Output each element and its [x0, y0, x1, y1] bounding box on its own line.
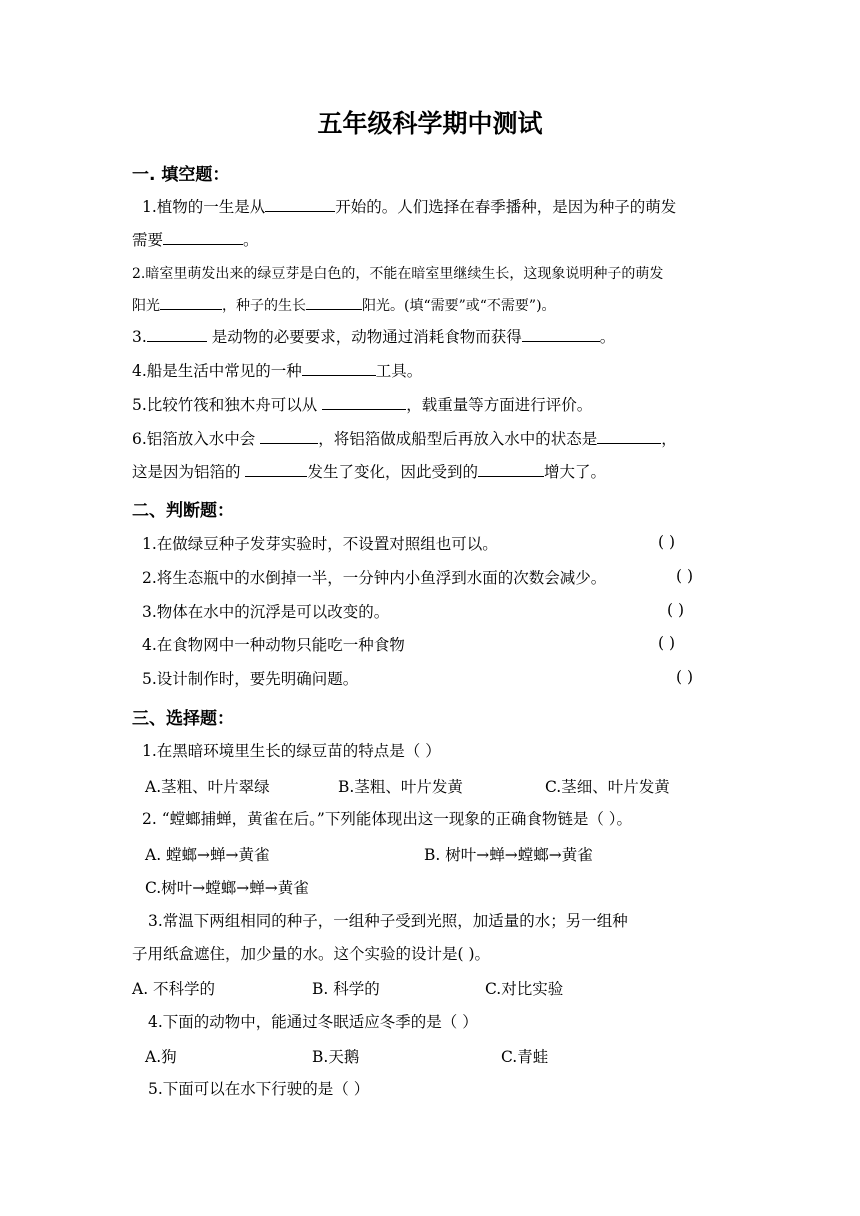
judge-item-1: 1.在做绿豆种子发芽实验时，不设置对照组也可以。	[142, 535, 498, 553]
answer-blank[interactable]	[322, 394, 406, 410]
question-1-1-cont	[132, 229, 259, 251]
question-text: 。	[599, 328, 616, 346]
question-text: 这是因为铝箔的	[132, 463, 246, 481]
answer-paren[interactable]: ( )	[667, 601, 685, 619]
option-a[interactable]: A.茎粗、叶片翠绿	[145, 778, 270, 796]
answer-blank[interactable]	[522, 326, 600, 342]
answer-blank[interactable]	[306, 294, 362, 310]
section-heading-true-false: 二、判断题：	[132, 501, 234, 521]
choice-question-2: 2. “螳螂捕蝉，黄雀在后。”下列能体现出这一现象的正确食物链是（ ）。	[142, 810, 632, 828]
question-1-1	[142, 196, 676, 218]
question-1-6-cont	[132, 461, 606, 483]
question-text: 5.比较竹筏和独木舟可以从	[132, 396, 323, 414]
choice-question-4: 4.下面的动物中，能通过冬眠适应冬季的是（ ）	[148, 1013, 478, 1031]
answer-blank[interactable]	[478, 461, 544, 477]
section-heading-multiple-choice: 三、选择题：	[132, 709, 234, 729]
answer-blank[interactable]	[147, 326, 207, 342]
option-a[interactable]: A. 不科学的	[132, 980, 216, 998]
answer-blank[interactable]	[302, 360, 376, 376]
answer-paren[interactable]: ( )	[658, 533, 676, 551]
question-text: 增大了。	[543, 463, 606, 481]
option-b[interactable]: B.天鹅	[312, 1048, 360, 1066]
option-a[interactable]: A. 螳螂→蝉→黄雀	[145, 846, 270, 864]
choice-question-3-cont: 子用纸盒遮住，加少量的水。这个实验的设计是( )。	[132, 945, 491, 963]
answer-blank[interactable]	[245, 461, 307, 477]
option-c[interactable]: C.对比实验	[485, 980, 564, 998]
answer-blank[interactable]	[265, 196, 335, 212]
option-b[interactable]: B. 科学的	[312, 980, 380, 998]
question-text: 4.船是生活中常见的一种	[132, 362, 302, 380]
question-text: ，载重量等方面进行评价。	[406, 396, 593, 414]
question-1-3	[132, 326, 615, 348]
judge-item-2: 2.将生态瓶中的水倒掉一半，一分钟内小鱼浮到水面的次数会减少。	[142, 569, 607, 587]
judge-item-4: 4.在食物网中一种动物只能吃一种食物	[142, 636, 405, 654]
answer-paren[interactable]: ( )	[676, 668, 694, 686]
question-1-2-cont	[132, 294, 556, 317]
answer-blank[interactable]	[163, 229, 243, 245]
option-b[interactable]: B.茎粗、叶片发黄	[338, 778, 463, 796]
option-a[interactable]: A.狗	[145, 1048, 177, 1066]
option-c[interactable]: C.茎细、叶片发黄	[545, 778, 670, 796]
question-text: 。	[243, 231, 259, 249]
answer-blank[interactable]	[597, 428, 661, 444]
question-text: 开始的。人们选择在春季播种，是因为种子的萌发	[335, 198, 677, 216]
choice-question-5: 5.下面可以在水下行驶的是（ ）	[148, 1080, 370, 1098]
question-text: ，种子的生长	[222, 298, 306, 314]
answer-blank[interactable]	[160, 294, 222, 310]
question-text: 3.	[132, 328, 147, 346]
question-1-5	[132, 394, 592, 416]
question-text: 1.植物的一生是从	[142, 198, 266, 216]
question-1-6	[132, 428, 677, 450]
question-text: 阳光	[132, 298, 160, 314]
question-1-4	[132, 360, 422, 382]
section-heading-fill-in: 一. 填空题：	[132, 165, 230, 185]
judge-item-3: 3.物体在水中的沉浮是可以改变的。	[142, 603, 390, 621]
question-text: 6.铝箔放入水中会	[132, 430, 261, 448]
page-title: 五年级科学期中测试	[317, 109, 543, 138]
question-text: 工具。	[375, 362, 423, 380]
question-text: 阳光。(填“需要”或“不需要”)。	[362, 298, 556, 314]
answer-paren[interactable]: ( )	[676, 567, 694, 585]
choice-question-3: 3.常温下两组相同的种子，一组种子受到光照，加适量的水；另一组种	[148, 912, 628, 930]
choice-question-1: 1.在黑暗环境里生长的绿豆苗的特点是（ ）	[142, 742, 441, 760]
question-text: 需要	[132, 231, 164, 249]
answer-paren[interactable]: ( )	[658, 634, 676, 652]
judge-item-5: 5.设计制作时，要先明确问题。	[142, 670, 359, 688]
question-text: 发生了变化，因此受到的	[307, 463, 478, 481]
option-c[interactable]: C.树叶→螳螂→蝉→黄雀	[145, 879, 309, 897]
answer-blank[interactable]	[260, 428, 318, 444]
question-text: ，	[661, 430, 677, 448]
question-text: ，将铝箔做成船型后再放入水中的状态是	[318, 430, 598, 448]
question-text: 是动物的必要要求，动物通过消耗食物而获得	[206, 328, 522, 346]
question-1-2: 2.暗室里萌发出来的绿豆芽是白色的，不能在暗室里继续生长，这现象说明种子的萌发	[132, 266, 664, 282]
option-c[interactable]: C.青蛙	[501, 1048, 549, 1066]
option-b[interactable]: B. 树叶→蝉→螳螂→黄雀	[424, 846, 593, 864]
